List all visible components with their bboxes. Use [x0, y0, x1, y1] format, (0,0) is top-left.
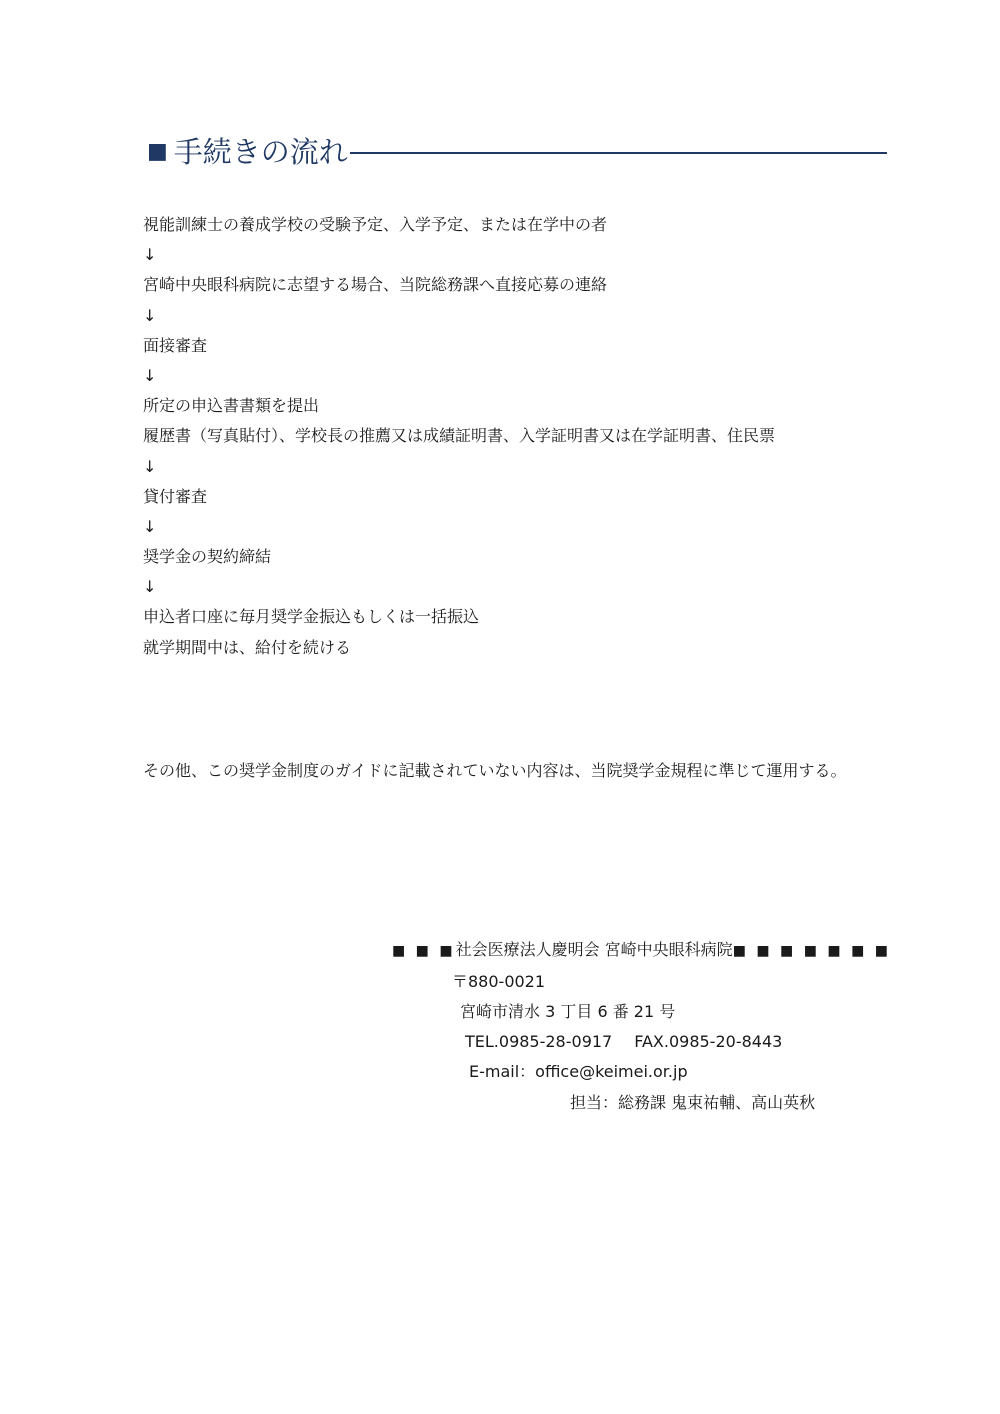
email-address: E-mail：office@keimei.or.jp: [469, 1062, 688, 1081]
fax-number: FAX.0985-20-8443: [634, 1032, 783, 1051]
phone-fax-line: [465, 1027, 782, 1057]
address: 宮崎市清水 3 丁目 6 番 21 号: [460, 1002, 676, 1021]
closing-note: その他、この奨学金制度のガイドに記載されていない内容は、当院奨学金規程に準じて運用する。: [143, 761, 847, 780]
down-arrow-icon: ↓: [143, 456, 157, 476]
down-arrow-icon: ↓: [143, 305, 157, 325]
down-arrow-icon: ↓: [143, 577, 157, 597]
procedure-flow: [143, 210, 903, 663]
postal-code: 〒880-0021: [452, 972, 546, 991]
flow-step-interview: 面接審査: [143, 335, 208, 355]
flow-step-payment: 申込者口座に毎月奨学金振込もしくは一括振込: [143, 607, 480, 627]
flow-step-eligibility: 視能訓練士の養成学校の受験予定、入学予定、または在学中の者: [143, 215, 608, 234]
flow-step-payment-note: 就学期間中は、給付を続ける: [143, 637, 352, 657]
flow-step-loan-review: 貸付審査: [143, 486, 208, 506]
section-title: 手続きの流れ: [173, 135, 348, 169]
heading-rule: [350, 152, 887, 154]
square-bullet-icon: ■: [147, 139, 168, 164]
section-heading: [147, 132, 887, 172]
down-arrow-icon: ↓: [143, 516, 157, 536]
square-marks-icon: ■ ■ ■ ■ ■ ■ ■: [732, 943, 891, 959]
contact-organization-line: [392, 935, 891, 966]
flow-step-contract: 奨学金の契約締結: [143, 547, 272, 567]
flow-step-document-list: 履歴書（写真貼付）、学校長の推薦又は成績証明書、入学証明書又は在学証明書、住民票: [143, 426, 776, 446]
tel-number: TEL.0985-28-0917: [465, 1032, 613, 1051]
down-arrow-icon: ↓: [143, 245, 157, 265]
staff-in-charge: 担当：総務課 鬼束祐輔、高山英秋: [570, 1093, 816, 1112]
square-marks-icon: ■ ■ ■: [392, 943, 456, 959]
flow-step-submit-documents: 所定の申込書書類を提出: [143, 396, 320, 416]
down-arrow-icon: ↓: [143, 365, 157, 385]
organization-name: 社会医療法人慶明会 宮崎中央眼科病院: [455, 940, 733, 959]
flow-step-apply: 宮崎中央眼科病院に志望する場合、当院総務課へ直接応募の連絡: [143, 275, 608, 295]
